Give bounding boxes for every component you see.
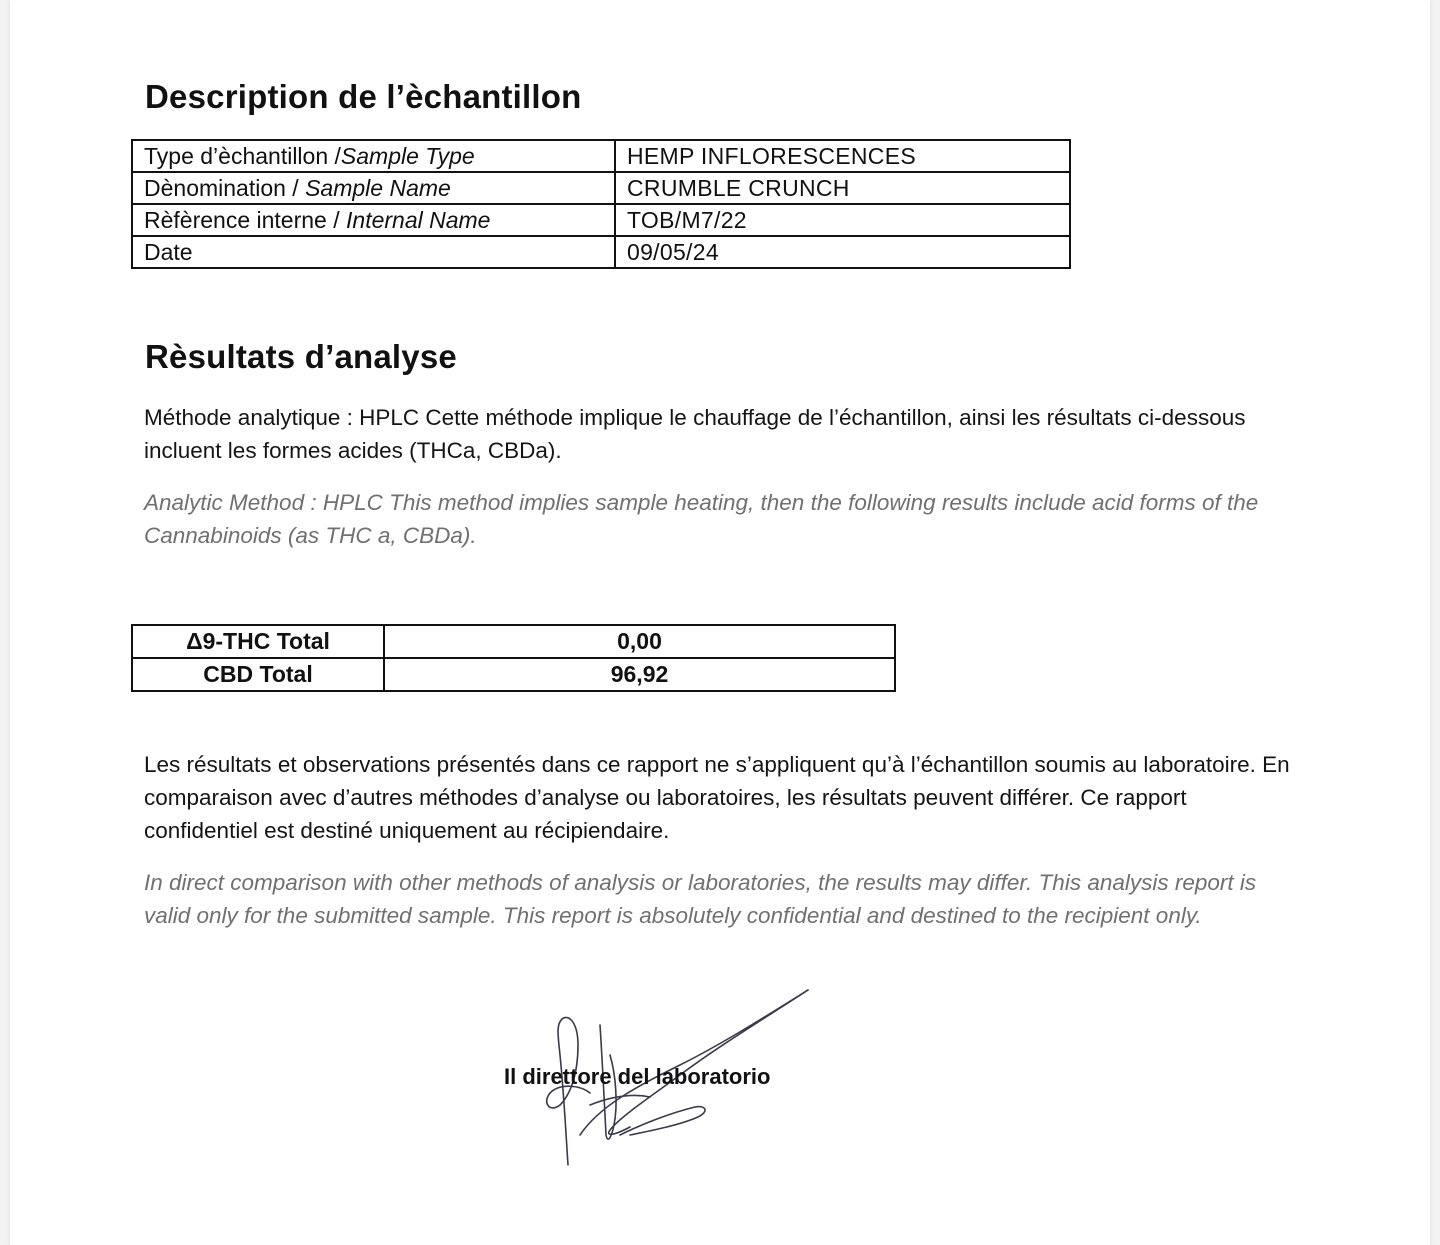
table-row bbox=[132, 658, 895, 691]
table-row bbox=[132, 140, 1070, 172]
analysis-results-title: Rèsultats d’analyse bbox=[145, 338, 457, 375]
cbd-total-value: 96,92 bbox=[384, 658, 895, 691]
internal-reference-label: Rèfèrence interne / Internal Name bbox=[132, 204, 615, 236]
disclaimer-fr: Les résultats et observations présentés dans ce rapport ne s’appliquent qu’à l’échantillon soumis au laboratoire. En comparaison avec d’autres méthodes d’analyse ou laboratoires, les résultats peuvent différer. Ce rapport confidentiel est destiné uniquement au récipiendaire. bbox=[144, 752, 1290, 843]
sample-name-value: CRUMBLE CRUNCH bbox=[615, 172, 1070, 204]
thc-total-label: Δ9-THC Total bbox=[132, 625, 384, 658]
thc-total-value: 0,00 bbox=[384, 625, 895, 658]
signature-caption: Il direttore del laboratorio bbox=[504, 1064, 771, 1089]
cbd-total-label: CBD Total bbox=[132, 658, 384, 691]
date-value: 09/05/24 bbox=[615, 236, 1070, 268]
sample-type-value: HEMP INFLORESCENCES bbox=[615, 140, 1070, 172]
disclaimer-en: In direct comparison with other methods of analysis or laboratories, the results may differ. This analysis report is valid only for the submitted sample. This report is absolutely confidential and destined to the recipient only. bbox=[144, 870, 1257, 928]
table-row bbox=[132, 625, 895, 658]
method-description-en: Analytic Method : HPLC This method implies sample heating, then the following results include acid forms of the Cannabinoids (as THC a, CBDa). bbox=[144, 490, 1259, 548]
table-row bbox=[132, 172, 1070, 204]
table-row bbox=[132, 204, 1070, 236]
date-label: Date bbox=[132, 236, 615, 268]
document-page bbox=[10, 0, 1430, 1245]
internal-reference-value: TOB/M7/22 bbox=[615, 204, 1070, 236]
sample-name-label: Dènomination / Sample Name bbox=[132, 172, 615, 204]
results-table bbox=[131, 624, 896, 692]
method-description-fr: Méthode analytique : HPLC Cette méthode implique le chauffage de l’échantillon, ainsi les résultats ci-dessous incluent les formes acides (THCa, CBDa). bbox=[144, 405, 1246, 463]
sample-info-table bbox=[131, 139, 1071, 269]
sample-description-title: Description de l’èchantillon bbox=[145, 78, 582, 115]
sample-type-label: Type d’èchantillon /Sample Type bbox=[132, 140, 615, 172]
table-row bbox=[132, 236, 1070, 268]
